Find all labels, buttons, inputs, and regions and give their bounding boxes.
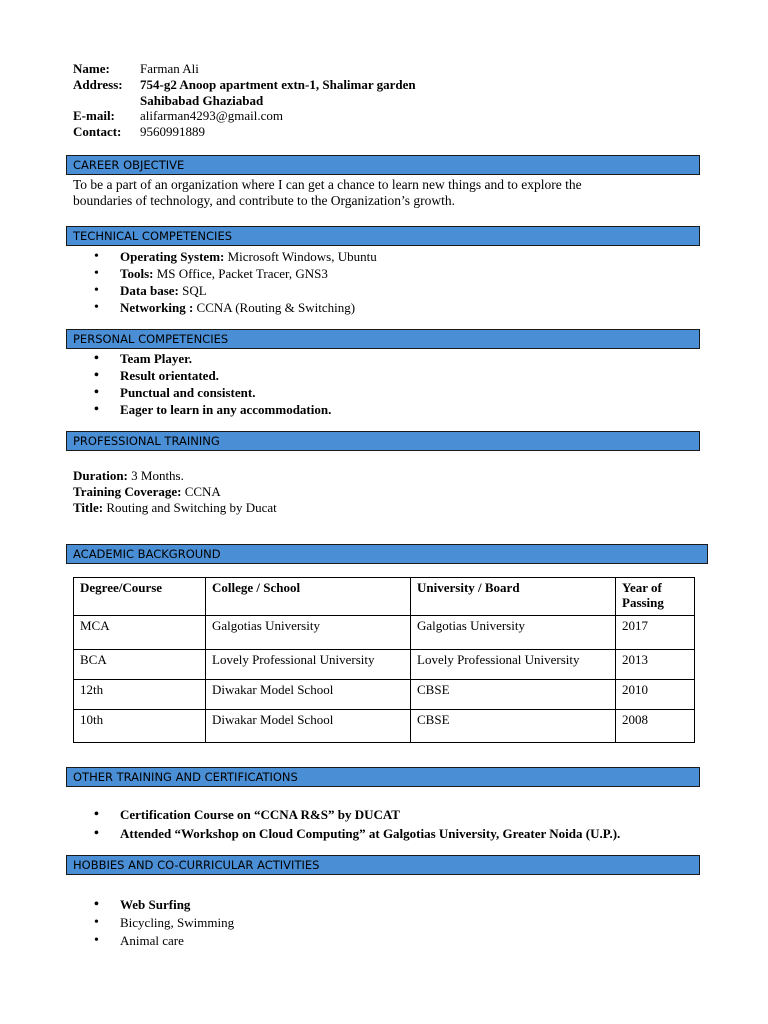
list-item: • Eager to learn in any accommodation. [94,401,331,418]
table-cell: MCA [74,616,206,650]
list-item: • Punctual and consistent. [94,384,331,401]
table-row [74,680,695,710]
table-cell: Lovely Professional University [411,650,616,680]
technical-competencies-heading: TECHNICAL COMPETENCIES [66,226,700,246]
other-training-heading: OTHER TRAINING AND CERTIFICATIONS [66,767,700,787]
career-objective-line-1: To be a part of an organization where I can get a chance to learn new things and to explore the [73,177,582,192]
list-item: • Web Surfing [94,896,234,914]
name-value: Farman Ali [140,61,199,76]
list-item: • Team Player. [94,350,331,367]
training-duration: Duration: 3 Months. [73,468,184,483]
other-training-list [94,806,620,842]
table-cell: 2008 [616,710,695,743]
email-value: alifarman4293@gmail.com [140,108,284,123]
table-header-cell: University / Board [411,578,616,616]
hobbies-heading: HOBBIES AND CO-CURRICULAR ACTIVITIES [66,855,700,875]
table-header-cell: Year of Passing [616,578,695,616]
table-cell: Diwakar Model School [206,680,411,710]
table-cell: Lovely Professional University [206,650,411,680]
table-cell: 12th [74,680,206,710]
table-cell: 10th [74,710,206,743]
name-label: Name: [73,61,110,76]
table-cell: CBSE [411,680,616,710]
table-cell: Diwakar Model School [206,710,411,743]
personal-competencies-list [94,350,331,418]
academic-background-heading: ACADEMIC BACKGROUND [66,544,708,564]
contact-label: Contact: [73,124,122,139]
academic-table [73,577,695,743]
career-objective-heading: CAREER OBJECTIVE [66,155,700,175]
table-cell: CBSE [411,710,616,743]
table-cell: Galgotias University [206,616,411,650]
list-item: • Bicycling, Swimming [94,914,234,932]
personal-competencies-heading: PERSONAL COMPETENCIES [66,329,700,349]
table-header-cell: College / School [206,578,411,616]
table-cell: Galgotias University [411,616,616,650]
list-item: • Certification Course on “CCNA R&S” by DUCAT [94,806,620,825]
hobbies-list [94,896,234,949]
table-row [74,650,695,680]
table-cell: 2010 [616,680,695,710]
training-title: Title: Routing and Switching by Ducat [73,500,277,515]
technical-competencies-list [94,248,377,316]
address-line-2: Sahibabad Ghaziabad [140,93,264,108]
table-row [74,710,695,743]
table-header-cell: Degree/Course [74,578,206,616]
list-item: • Attended “Workshop on Cloud Computing” at Galgotias University, Greater Noida (U.P.). [94,825,620,842]
list-item: • Networking : CCNA (Routing & Switching) [94,299,377,316]
table-header-row [74,578,695,616]
professional-training-heading: PROFESSIONAL TRAINING [66,431,700,451]
career-objective-line-2: boundaries of technology, and contribute to the Organization’s growth. [73,193,456,208]
list-item: • Result orientated. [94,367,331,384]
address-label: Address: [73,77,123,92]
table-cell: BCA [74,650,206,680]
training-details [73,468,277,516]
list-item: • Operating System: Microsoft Windows, Ubuntu [94,248,377,265]
address-line-1: 754-g2 Anoop apartment extn-1, Shalimar garden [140,77,416,92]
table-cell: 2013 [616,650,695,680]
list-item: • Animal care [94,932,234,949]
contact-value: 9560991889 [140,124,205,139]
table-cell: 2017 [616,616,695,650]
email-label: E-mail: [73,108,115,123]
training-coverage: Training Coverage: CCNA [73,484,221,499]
list-item: • Tools: MS Office, Packet Tracer, GNS3 [94,265,377,282]
list-item: • Data base: SQL [94,282,377,299]
table-row [74,616,695,650]
